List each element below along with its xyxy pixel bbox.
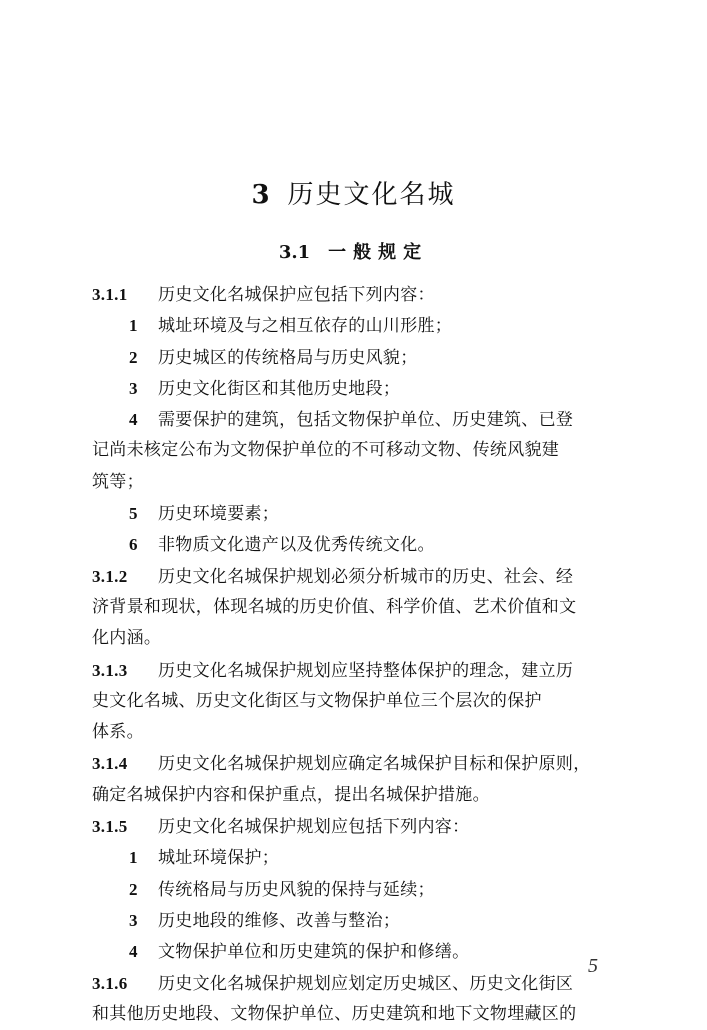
item-number: 2 [129, 879, 138, 899]
section-number: 3.1 [278, 242, 311, 263]
clause-line [92, 811, 616, 842]
line-text: 历史城区的传统格局与历史风貌； [158, 347, 418, 368]
line-text: 非物质文化遗产以及优秀传统文化。 [158, 535, 435, 556]
list-item-line [92, 310, 616, 341]
line-text: 历史地段的维修、改善与整治； [158, 910, 401, 931]
continuation-line [92, 623, 616, 654]
clause-number: 3.1.2 [92, 566, 128, 586]
line-text: 历史文化名城保护规划必须分析城市的历史、社会、经 [158, 566, 574, 587]
line-text: 济背景和现状，体现名城的历史价值、科学价值、艺术价值和文 [92, 596, 577, 617]
line-text: 史文化名城、历史文化街区与文物保护单位三个层次的保护 [92, 690, 542, 711]
line-text: 历史文化名城保护应包括下列内容： [158, 285, 435, 305]
clause-number: 3.1.4 [92, 754, 128, 774]
line-text: 历史文化名城保护规划应包括下列内容： [158, 817, 470, 838]
item-number: 1 [129, 316, 138, 336]
list-item-line [92, 404, 616, 435]
line-text: 城址环境及与之相互依存的山川形胜； [158, 316, 453, 337]
continuation-line [92, 780, 616, 811]
clause-number: 3.1.5 [92, 817, 128, 837]
list-item-line [92, 498, 616, 529]
item-number: 1 [129, 848, 138, 868]
list-item-line [92, 529, 616, 560]
continuation-line [92, 686, 616, 717]
line-text: 和其他历史地段、文物保护单位、历史建筑和地下文物埋藏区的 [92, 1003, 577, 1024]
line-text: 文物保护单位和历史建筑的保护和修缮。 [158, 942, 470, 963]
line-text: 历史环境要素； [158, 504, 280, 525]
line-text: 历史文化名城保护规划应坚持整体保护的理念，建立历 [158, 660, 574, 681]
item-number: 4 [129, 942, 138, 962]
line-text: 筑等； [92, 471, 144, 492]
line-text: 确定名城保护内容和保护重点，提出名城保护措施。 [92, 784, 490, 805]
line-text: 体系。 [92, 722, 144, 743]
clause-number: 3.1.6 [92, 973, 128, 993]
list-item-line [92, 936, 616, 967]
line-text: 城址环境保护； [158, 848, 280, 869]
line-text: 化内涵。 [92, 628, 162, 649]
clause-number: 3.1.1 [92, 285, 128, 304]
line-text: 记尚未核定公布为文物保护单位的不可移动文物、传统风貌建 [92, 440, 560, 461]
clause-line [92, 748, 616, 779]
section-title-text: 一般规定 [328, 242, 429, 263]
line-text: 需要保护的建筑，包括文物保护单位、历史建筑、已登 [158, 410, 574, 431]
line-text: 传统格局与历史风貌的保持与延续； [158, 879, 435, 900]
list-item-line [92, 874, 616, 905]
item-number: 6 [129, 535, 138, 555]
chapter-number: 3 [251, 180, 272, 210]
continuation-line [92, 592, 616, 623]
list-item-line [92, 842, 616, 873]
item-number: 3 [129, 378, 138, 398]
section-title [0, 238, 707, 264]
line-text: 历史文化名城保护规划应确定名城保护目标和保护原则， [158, 754, 591, 775]
list-item-line [92, 342, 616, 373]
item-number: 4 [129, 410, 138, 430]
clause-line [92, 968, 616, 999]
list-item-line [92, 373, 616, 404]
clause-line [92, 561, 616, 592]
continuation-line [92, 717, 616, 748]
line-text: 历史文化名城保护规划应划定历史城区、历史文化街区 [158, 973, 574, 994]
item-number: 5 [129, 504, 138, 524]
body-text [92, 279, 616, 1030]
page-number: 5 [588, 955, 598, 977]
item-number: 2 [129, 347, 138, 367]
continuation-line [92, 467, 616, 498]
clause-number: 3.1.3 [92, 660, 128, 680]
clause-line [92, 655, 616, 686]
chapter-title-text: 历史文化名城 [287, 180, 456, 210]
list-item-line [92, 905, 616, 936]
continuation-line [92, 999, 616, 1030]
line-text: 历史文化街区和其他历史地段； [158, 378, 401, 399]
chapter-title [0, 174, 707, 211]
continuation-line [92, 435, 616, 466]
item-number: 3 [129, 910, 138, 930]
clause-line [92, 279, 616, 310]
